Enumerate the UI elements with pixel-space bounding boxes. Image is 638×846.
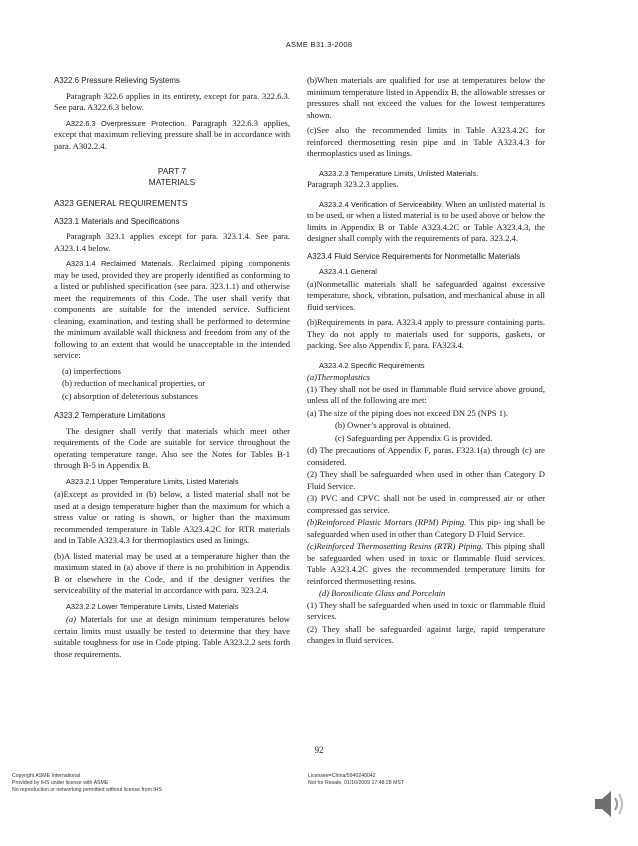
text-rtr: This piping shall be safeguarded when used in toxic or flammable fluid services. Table A323.4.2C gives the recommended temperature limits for reinforced thermosetting resins. [307, 541, 546, 586]
text-a323-1-4: Reclaimed piping components may be used, provided they are properly identified as conforming to a listed or published specification (see para. 323.1.1) and otherwise meet the requirements of this Code. The user shall verify that components are suitable for the intended service. Sufficient cleaning, examination, and testing shall be performed to determine the minimum available wall thickness and freedom from any of the following to an extent that would be unacceptable in the intended service: [54, 258, 290, 360]
para-a323-2: The designer shall verify that materials which meet other requirements of the Code are suitable for service throughout the operating temperature range. Also see the Notes for Tables B-1 through B-5 in Appendix B. [54, 425, 290, 470]
speaker-icon[interactable] [592, 784, 628, 824]
para-a323-4-1a: (a)Nonmetallic materials shall be safeguarded against excessive temperature, shock, vibration, pulsation, and mechanical abuse in all fluid services. [307, 278, 545, 312]
para-a322-6: Paragraph 322.6 applies in its entirety, except for para. 322.6.3. See para. A322.6.3 below. [54, 90, 290, 112]
label-rpm: (b)Reinforced Plastic Mortars (RPM) Piping. [307, 517, 467, 527]
para-b-cont: (b)When materials are qualified for use at temperatures below the minimum temperature listed in Appendix B, the allowable stresses or pressures shall not exceed the values for the lowest temperatures shown. [307, 75, 545, 120]
para-a323-1: Paragraph 323.1 applies except for para. 323.1.4. See para. A323.1.4 below. [54, 231, 290, 253]
para-g2: (2) They shall be safeguarded against large, rapid temperature changes in fluid services. [307, 623, 545, 645]
para-rtr [307, 541, 545, 587]
footer-right [308, 773, 404, 787]
para-c: (c)See also the recommended limits in Table A323.4.2C for reinforced thermosetting resin pipe and in Table A323.4.3 for thermoplastics used as linings. [307, 125, 545, 158]
para-a323-2-4 [307, 199, 545, 245]
label-a: (a) [66, 614, 77, 624]
para-a323-1-4 [54, 258, 290, 362]
para-a323-2-1a: (a)Except as provided in (b) below, a listed material shall not be used at a design temperature higher than the maximum for which a stress value or rating is shown, or higher than the maximum recommended temperature in Table A323.4.2C for RTR materials and in Table A323.4.3 for thermoplastics used as linings. [54, 489, 290, 545]
footer-left [12, 773, 162, 794]
text-a323-2-4: When an unlisted material is to be used, or when a listed material is to be used above or below the limits in Appendix B or Table A323.4.2C or Table A323.4.3, the designer shall comply with the requirements of para. 323.2.4. [307, 198, 546, 243]
footer-line: Copyright ASME International [12, 773, 81, 779]
list-item: (c) absorption of deleterious substances [62, 390, 199, 401]
para-1d: (d) The precautions of Appendix F, paras. F323.1(a) through (c) are considered. [307, 445, 545, 467]
para-a323-4-1b: (b)Requirements in para. A323.4 apply to pressure containing parts. They do not apply to materials used for supports, gaskets, or packing. See also Appendix F, para. FA323.4. [307, 317, 545, 350]
list-item: (a) imperfections [62, 365, 121, 376]
heading-a323-4-1: A323.4.1 General [319, 267, 377, 276]
para-1b: (b) Owner’s approval is obtained. [335, 420, 451, 430]
page-header: ASME B31.3-2008 [285, 40, 353, 49]
heading-a323-2-4: A323.2.4 Verification of Serviceability. [319, 199, 444, 209]
para-1c: (c) Safeguarding per Appendix G is provided. [335, 432, 493, 443]
page-number: 92 [314, 745, 324, 755]
part-title [54, 166, 290, 188]
heading-a322-6-3: A322.6.3 Overpressure Protection. [66, 118, 187, 128]
footer-line: Not for Resale, 01/16/2009 17:48:28 MST [308, 780, 405, 786]
heading-a323-2: A323.2 Temperature Limitations [54, 411, 166, 420]
heading-a323: A323 GENERAL REQUIREMENTS [54, 198, 188, 208]
para-a323-2-2 [54, 614, 290, 660]
list-item: (b) reduction of mechanical properties, or [62, 378, 206, 388]
heading-a323-2-3: A323.2.3 Temperature Limits, Unlisted Materials. [319, 168, 479, 178]
para-thermoplastics: (a)Thermoplastics [307, 372, 371, 382]
para-3: (3) PVC and CPVC shall not be used in compressed air or other compressed gas service. [307, 493, 545, 515]
heading-a323-1: A323.1 Materials and Specifications [54, 216, 180, 226]
heading-a323-4-2: A323.4.2 Specific Requirements [319, 360, 425, 370]
para-glass: (d) Borosilicate Glass and Porcelain [319, 588, 446, 598]
para-rpm [307, 517, 545, 540]
footer-line: Licensee=China/5940240042 [308, 773, 376, 779]
para-1a: (a) The size of the piping does not exceed DN 25 (NPS 1). [307, 407, 509, 418]
part-number: PART 7 [157, 166, 187, 176]
para-g1: (1) They shall be safeguarded when used in toxic or flammable fluid services. [307, 599, 545, 621]
left-column [54, 75, 290, 664]
text-a322-6-3: Paragraph 322.6.3 applies, except that maximum relieving pressure shall be in accordance with para. A302.2.4. [54, 117, 290, 151]
heading-a323-2-2: A323.2.2 Lower Temperature Limits, Listed Materials [66, 601, 239, 611]
footer-line: Provided by IHS under license with ASME [12, 780, 109, 786]
text-rpm: This pip- ing shall be safeguarded when used in other than Category D Fluid Service. [307, 517, 545, 539]
part-name: MATERIALS [148, 177, 196, 187]
text-a323-2-2: Materials for use at design minimum temperatures below certain limits must usually be tested to determine that they have suitable toughness for use in Code piping. Table A323.2.2 sets forth those requirements. [54, 614, 290, 659]
para-a322-6-3 [54, 118, 290, 153]
heading-a323-1-4: A323.1.4 Reclaimed Materials. [66, 259, 174, 268]
label-rtr: (c)Reinforced Thermosetting Resins (RTR) Piping. [307, 541, 484, 551]
para-1: (1) They shall not be used in flammable fluid service above ground, unless all of the following are met: [307, 383, 545, 405]
heading-a323-2-1: A323.2.1 Upper Temperature Limits, Listed Materials [66, 476, 239, 486]
footer-line: No reproduction or networking permitted without license from IHS [12, 787, 162, 793]
heading-a323-4: A323.4 Fluid Service Requirements for Nonmetallic Materials [307, 251, 521, 261]
right-column [307, 75, 545, 651]
para-a323-2-1b: (b)A listed material may be used at a temperature higher than the maximum stated in (a) above if there is no prohibition in Appendix B or elsewhere in the Code, and if the designer verifies the serviceability of the material in accordance with para. 323.2.4. [54, 550, 290, 595]
para-a323-2-3: Paragraph 323.2.3 applies. [307, 179, 399, 189]
heading-a322-6: A322.6 Pressure Relieving Systems [54, 76, 180, 85]
para-2: (2) They shall be safeguarded when used in other than Category D Fluid Service. [307, 469, 545, 491]
